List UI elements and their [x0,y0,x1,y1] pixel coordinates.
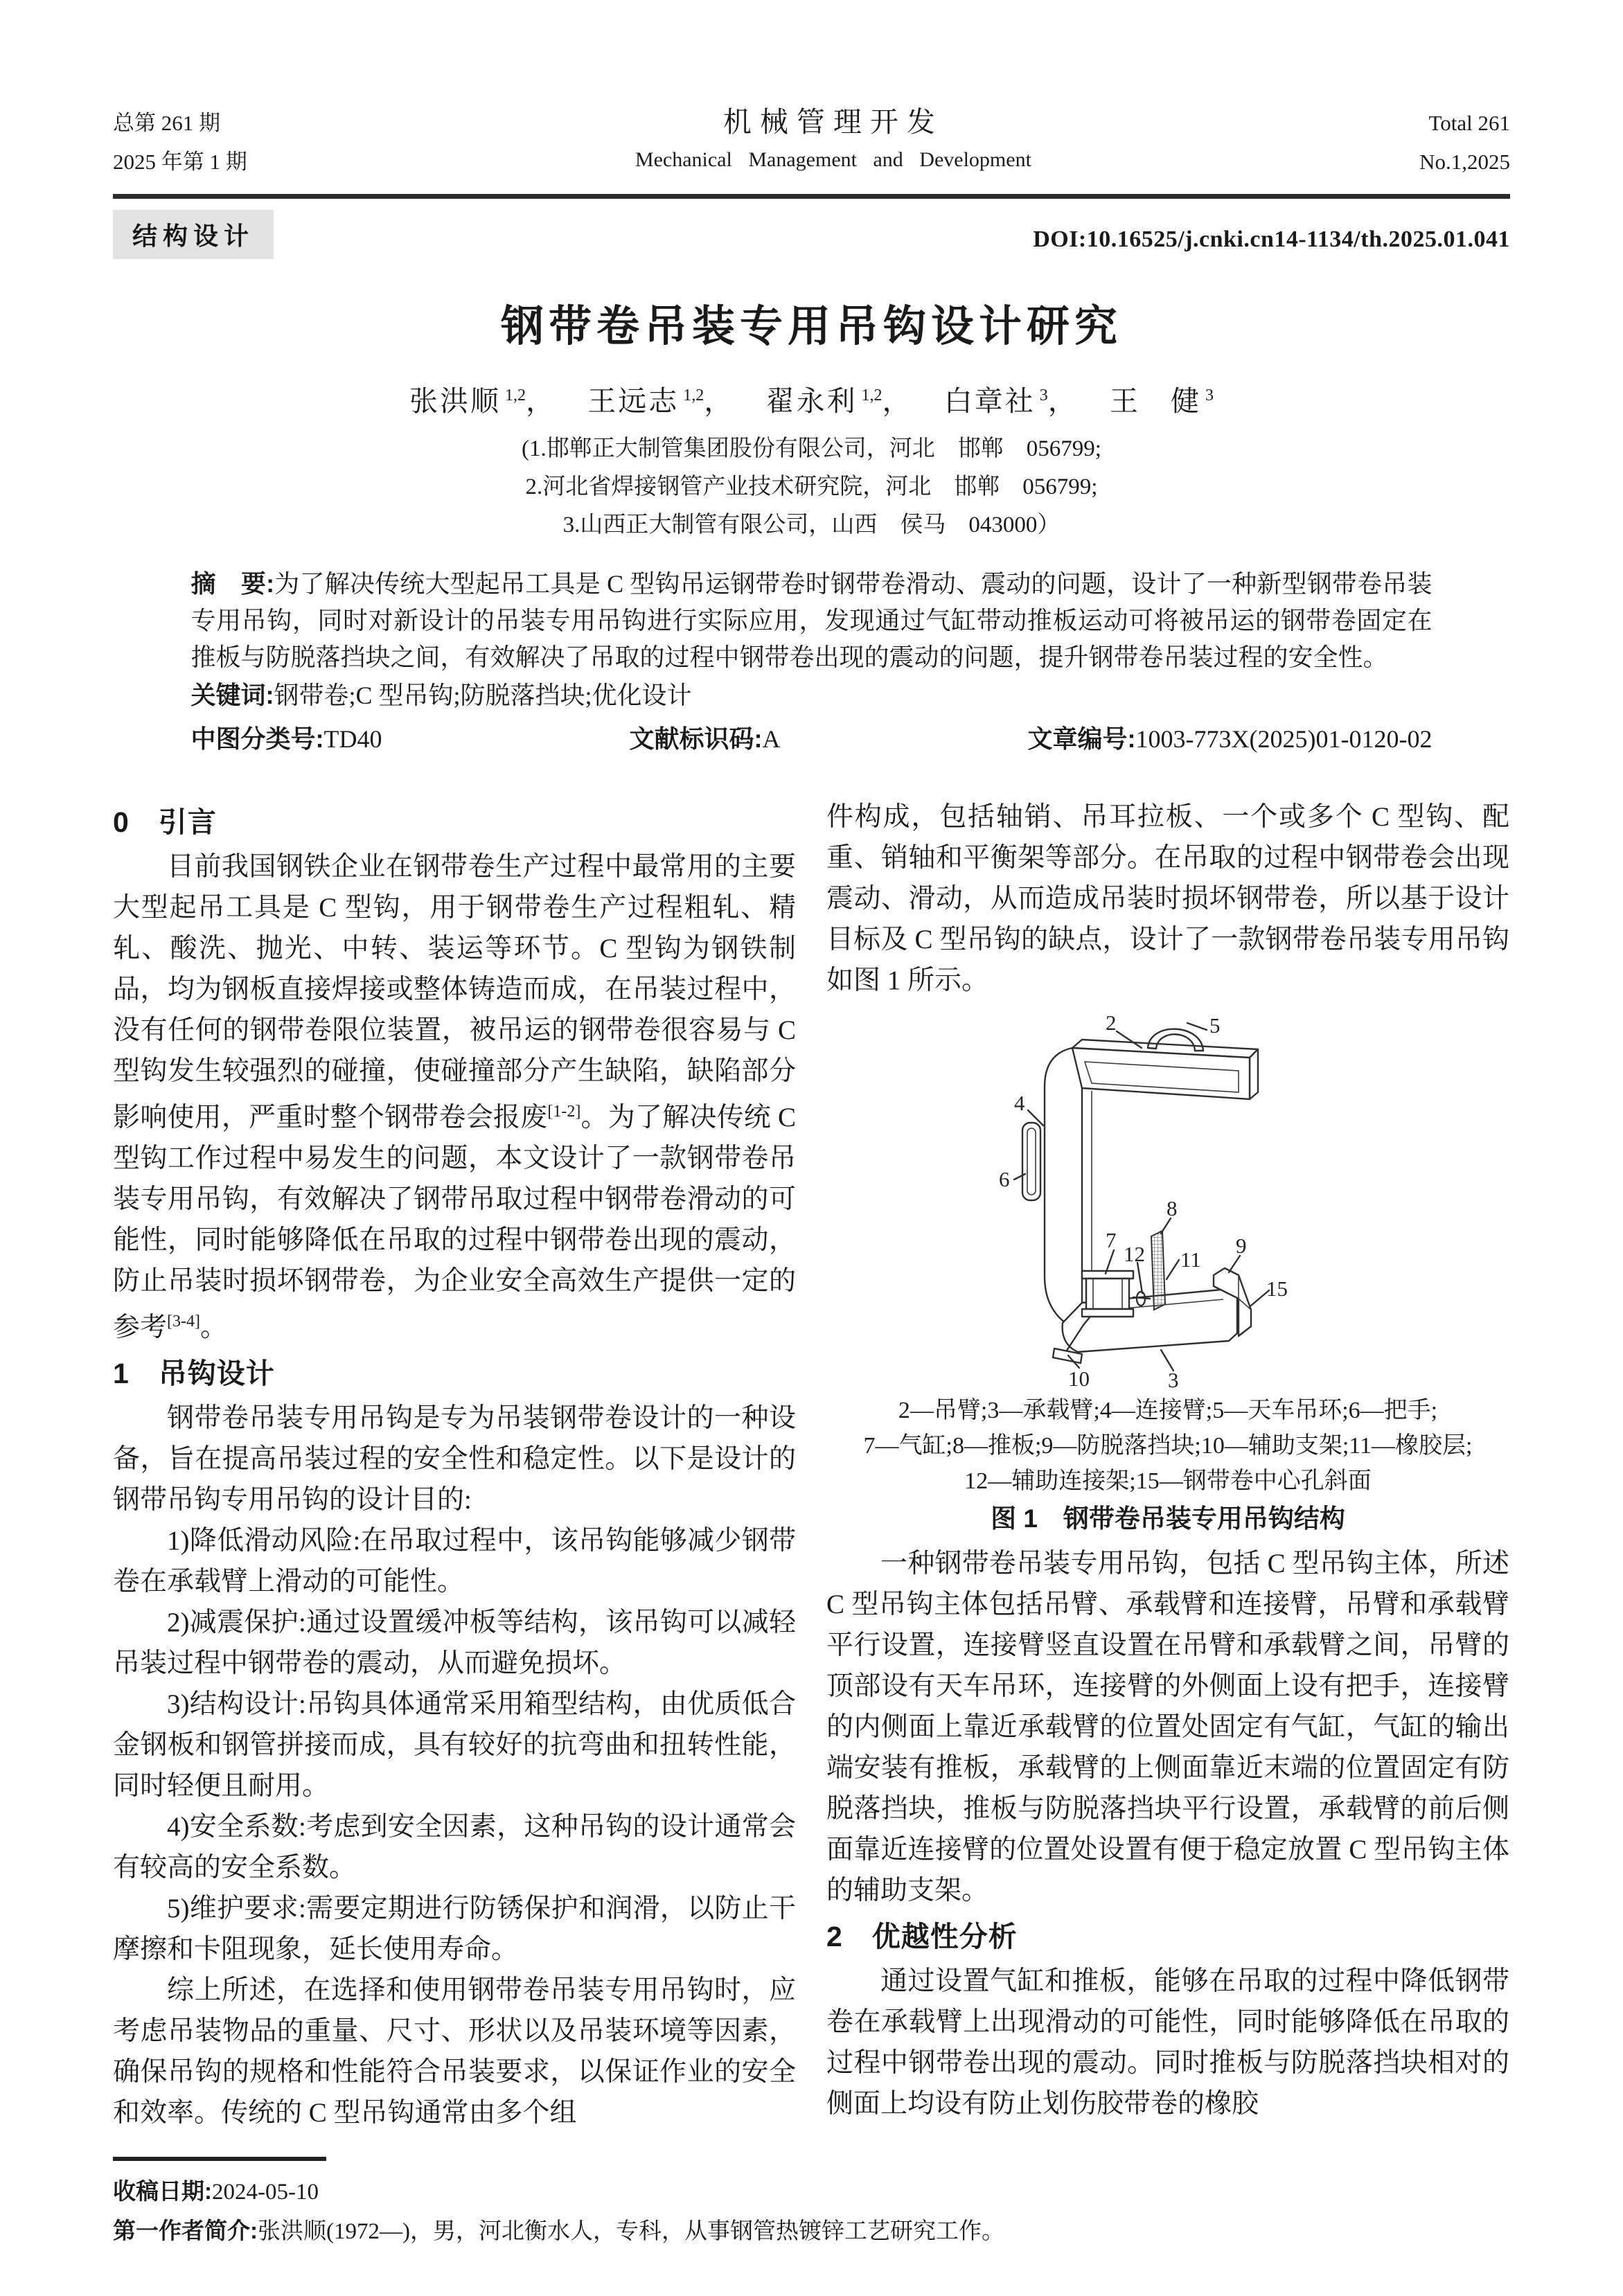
paragraph: 综上所述，在选择和使用钢带卷吊装专用吊钩时，应考虑吊装物品的重量、尺寸、形状以及吊装环境等因素，确保吊钩的规格和性能符合吊装要求，以保证作业的安全和效率。传统的 C 型吊钩通常由多个组 [113,1975,796,2128]
list-item: 5)维护要求:需要定期进行防锈保护和润滑，以防止干摩擦和卡阻现象，延长使用寿命。 [113,1894,796,1964]
push-plate [1151,1231,1165,1310]
callout-9: 9 [1236,1234,1247,1258]
callout-3: 3 [1168,1368,1179,1392]
callout-10: 10 [1068,1367,1090,1391]
journal-name-cn: 机械管理开发 [722,106,943,138]
keywords-label: 关键词: [190,681,274,709]
footnote-rule [113,2157,326,2161]
document-code: 文献标识码:A [629,724,781,753]
category-badge: 结构设计 [113,210,274,259]
legend-line: 2—吊臂;3—承载臂;4—连接臂;5—天车吊环;6—把手; [898,1398,1438,1423]
section-heading-1: 1 吊钩设计 [113,1358,275,1389]
footnote-block [113,2157,1510,2251]
figure-legend [826,1393,1509,1499]
journal-header [113,104,1510,181]
author: 王 健 $^3$ [1110,385,1214,417]
section-heading-2: 2 优越性分析 [826,1921,1018,1952]
journal-name-block [247,104,1419,180]
author: 王远志 $^{1,2}$， [587,385,735,417]
affiliation-line: (1.邯郸正大制管集团股份有限公司，河北 邯郸 056799; [522,436,1101,461]
body-columns [113,797,1510,2133]
callout-8: 8 [1167,1196,1178,1220]
reference-mark: [1-2] [547,1103,581,1121]
callout-5: 5 [1209,1013,1221,1038]
page-title: 钢带卷吊装专用吊钩设计研究 [500,303,1122,350]
doi-text: DOI:10.16525/j.cnki.cn14-1134/th.2025.01.041 [1033,226,1510,252]
authors-line [113,378,1510,419]
figure-caption: 图 1 钢带卷吊装专用吊钩结构 [991,1504,1345,1533]
list-item: 4)安全系数:考虑到安全因素，这种吊钩的设计通常会有较高的安全系数。 [113,1812,796,1883]
list-item: 3)结构设计:吊钩具体通常采用箱型结构，由优质低合金钢板和钢管拼接而成，具有较好的抗弯曲和扭转性能，同时轻便且耐用。 [113,1689,796,1801]
list-item: 2)减震保护:通过设置缓冲板等结构，该吊钩可以减轻吊装过程中钢带卷的震动，从而避免损坏。 [113,1608,796,1678]
list-item: 1)降低滑动风险:在吊取过程中，该吊钩能够减少钢带卷在承载臂上滑动的可能性。 [113,1526,796,1596]
author: 白章社 $^3$， [943,385,1079,417]
affiliations [113,430,1510,544]
affiliation-line: 2.河北省焊接钢管产业技术研究院，河北 邯郸 056799; [525,474,1098,499]
issue-number-en: No.1,2025 [1419,150,1510,174]
category-row [113,210,1510,261]
section-heading-0: 0 引言 [113,806,217,838]
column-left [113,797,796,2133]
callout-7: 7 [1106,1228,1117,1252]
issue-number-cn: 2025 年第 1 期 [113,150,247,174]
paragraph: 一种钢带卷吊装专用吊钩，包括 C 型吊钩主体，所述 C 型吊钩主体包括吊臂、承载臂和连接臂，吊臂和承载臂平行设置，连接臂竖直设置在吊臂和承载臂之间，吊臂的顶部设有天车吊环，连接臂的外侧面上设有把手，连接臂的内侧面上靠近承载臂的位置处固定有气缸，气缸的输出端安装有推板，承载臂的上侧面靠近末端的位置固定有防脱落挡块，推板与防脱落挡块平行设置，承载臂的前后侧面靠近连接臂的位置处设置有便于稳定放置 C 型吊钩主体的辅助支架。 [826,1549,1509,1905]
callout-15: 15 [1266,1276,1288,1301]
author-affil-sup: 3 [1205,386,1214,405]
issue-info-left [113,104,247,181]
received-date-line: 收稿日期:2024-05-10 [113,2178,319,2205]
clc-number: 中图分类号:TD40 [190,724,382,753]
keywords-line [191,676,1433,715]
legend-line: 12—辅助连接架;15—钢带卷中心孔斜面 [964,1468,1372,1494]
issue-total-cn: 总第 261 期 [113,111,220,135]
issue-info-right [1419,104,1510,181]
callout-6: 6 [999,1167,1010,1191]
paragraph-continuation: 件构成，包括轴销、吊耳拉板、一个或多个 C 型钩、配重、销轴和平衡架等部分。在吊取的过程中钢带卷会出现震动、滑动，从而造成吊装时损坏钢带卷，所以基于设计目标及 C 型吊钩的缺点，设计了一款钢带卷吊装专用吊钩如图 1 所示。 [826,802,1509,995]
author-affil-sup: 1,2 [505,386,526,405]
header-rule [113,194,1510,199]
reference-mark: [3-4] [167,1312,200,1331]
issue-total-en: Total 261 [1428,111,1510,135]
affiliation-line: 3.山西正大制管有限公司，山西 侯马 043000） [562,513,1061,537]
abstract-text: 为了解决传统大型起吊工具是 C 型钩吊运钢带卷时钢带卷滑动、震动的问题，设计了一种新型钢带卷吊装专用吊钩，同时对新设计的吊装专用吊钩进行实际应用，发现通过气缸带动推板运动可将被吊运的钢带卷固定在推板与防脱落挡块之间，有效解决了吊取的过程中钢带卷出现的震动的问题，提升钢带卷吊装过程的安全性。 [190,570,1433,671]
callout-11: 11 [1180,1247,1201,1272]
author-affil-sup: 3 [1039,386,1048,405]
hook-figure-drawing [988,1005,1348,1393]
author-affil-sup: 1,2 [683,386,704,405]
abstract-label: 摘 要: [190,569,275,598]
paragraph: 钢带卷吊装专用吊钩是专为吊装钢带卷设计的一种设备，旨在提高吊装过程的安全性和稳定性。以下是设计的钢带吊钩专用吊钩的设计目的: [113,1403,796,1515]
abstract-block [191,565,1433,676]
article-id: 文章编号:1003-773X(2025)01-0120-02 [1027,724,1433,753]
paragraph: 目前我国钢铁企业在钢带卷生产过程中最常用的主要大型起吊工具是 C 型钩，用于钢带卷生产过程粗轧、精轧、酸洗、抛光、中转、装运等环节。C 型钩为钢铁制品，均为钢板直接焊接或整体铸造而成，在吊装过程中，没有任何的钢带卷限位装置，被吊运的钢带卷很容易与 C 型钩发生较强烈的碰撞，使碰撞部分产生缺陷，缺陷部分影响使用，严重时整个钢带卷会报废[1-2]。为了解决传统 C 型钩工作过程中易发生的问题，本文设计了一款钢带卷吊装专用吊钩，有效解决了钢带吊取过程中钢带卷滑动的可能性，同时能够降低在吊取的过程中钢带卷出现的震动，防止吊装时损坏钢带卷，为企业安全高效生产提供一定的参考[3-4]。 [113,852,796,1342]
journal-name-en: Mechanical Management and Development [635,148,1031,171]
paragraph: 通过设置气缸和推板，能够在吊取的过程中降低钢带卷在承载臂上出现滑动的可能性，同时能够降低在吊取的过程中钢带卷出现的震动。同时推板与防脱落挡块相对的侧面上均设有防止划伤胶带卷的橡胶 [826,1966,1509,2119]
callout-12: 12 [1124,1242,1145,1266]
callout-4: 4 [1014,1091,1025,1115]
meta-row [191,720,1433,758]
callout-2: 2 [1106,1011,1117,1035]
hand-grip [1022,1123,1040,1200]
top-arm [1072,1040,1258,1099]
author: 翟永利 $^{1,2}$， [765,385,913,417]
legend-line: 7—气缸;8—推板;9—防脱落挡块;10—辅助支架;11—橡胶层; [863,1433,1473,1459]
connecting-arm [1045,1048,1092,1326]
air-cylinder [1082,1271,1133,1317]
author: 张洪顺 $^{1,2}$， [409,385,556,417]
keywords-text: 钢带卷;C 型吊钩;防脱落挡块;优化设计 [274,682,692,709]
figure-1 [826,1005,1509,1539]
first-author-bio-line: 第一作者简介:张洪顺(1972—)，男，河北衡水人，专科，从事钢管热镀锌工艺研究工作。 [113,2218,1004,2244]
author-affil-sup: 1,2 [861,386,883,405]
column-right [826,797,1509,2133]
